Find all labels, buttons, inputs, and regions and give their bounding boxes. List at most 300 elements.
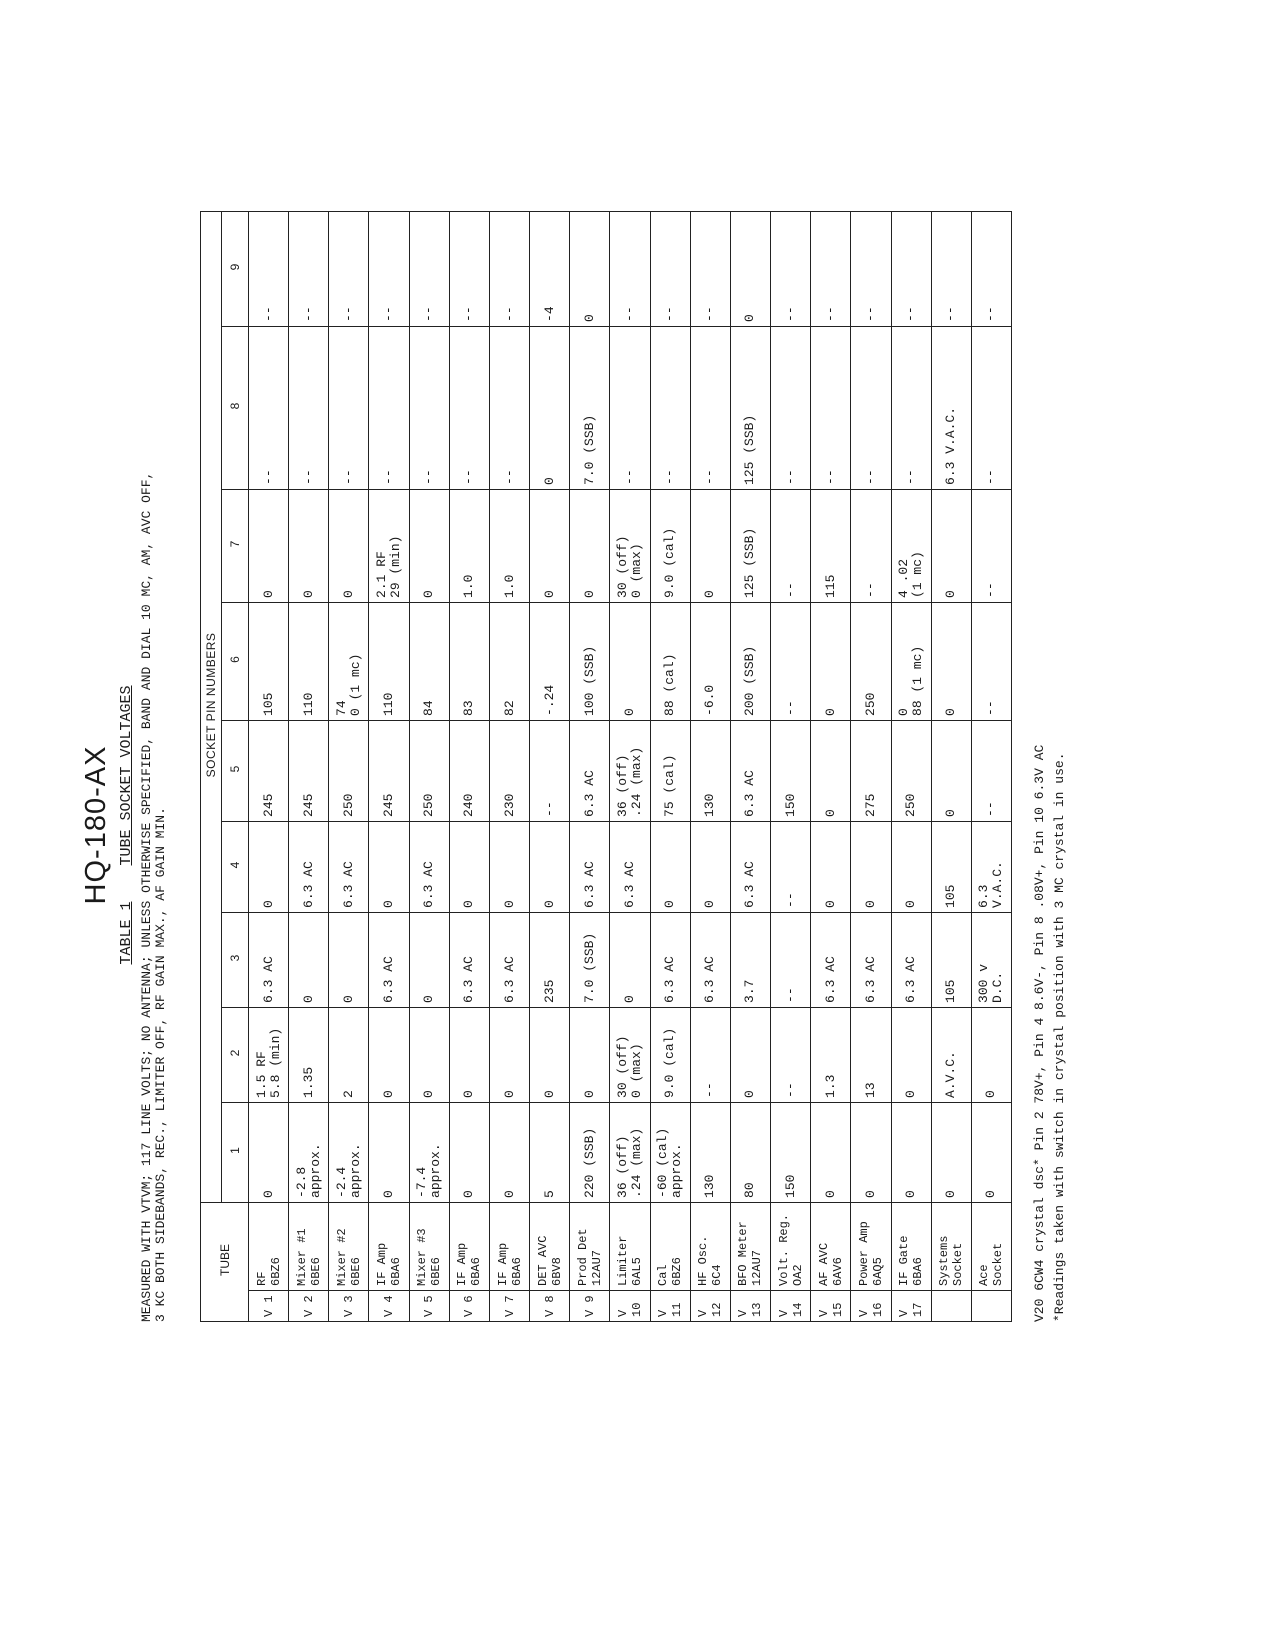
tube-name-line: Mixer #3 — [415, 1228, 430, 1286]
voltage-cell — [610, 1102, 650, 1202]
pin-header-8: 8 — [222, 326, 249, 489]
voltage-cell — [610, 489, 650, 602]
voltage-cell — [811, 821, 851, 912]
voltage-value: 0 — [903, 1090, 919, 1098]
voltage-cell — [329, 602, 369, 720]
voltage-cell — [931, 489, 971, 602]
voltage-cell — [449, 326, 489, 489]
voltage-cell — [931, 720, 971, 821]
voltage-value: 130 — [702, 793, 718, 817]
voltage-cell — [650, 912, 690, 1007]
voltage-value: 4 .02 — [896, 558, 912, 598]
voltage-value: -- — [260, 306, 276, 322]
voltage-cell — [971, 489, 1011, 602]
voltage-cell — [610, 602, 650, 720]
voltage-cell — [730, 1102, 770, 1202]
voltage-value: 235 — [541, 979, 557, 1003]
voltage-value: 29 (min) — [388, 535, 404, 598]
voltage-cell — [690, 912, 730, 1007]
voltage-cell — [449, 602, 489, 720]
voltage-value: -- — [300, 469, 316, 485]
voltage-cell — [771, 912, 811, 1007]
voltage-value: 6.3 AC — [903, 956, 919, 1003]
voltage-cell — [369, 821, 409, 912]
tube-position: V 17 — [891, 1291, 931, 1322]
tube-name-line: OA2 — [790, 1264, 805, 1286]
voltage-value: 0 — [421, 1090, 437, 1098]
tube-position: V 16 — [851, 1291, 891, 1322]
tube-name-line: 6BE6 — [429, 1257, 444, 1286]
tube-name-line: 6BZ6 — [268, 1257, 283, 1286]
voltage-value: 0 — [541, 900, 557, 908]
voltage-value: approx. — [347, 1143, 363, 1198]
voltage-value: 7.0 (SSB) — [581, 414, 597, 485]
voltage-cell — [811, 912, 851, 1007]
table-row — [690, 211, 730, 1321]
voltage-cell — [489, 1007, 529, 1102]
table-row — [570, 211, 610, 1321]
voltage-value: -- — [903, 469, 919, 485]
voltage-cell — [329, 720, 369, 821]
voltage-cell — [811, 1007, 851, 1102]
voltage-value: 6.3 AC — [461, 956, 477, 1003]
voltage-cell — [811, 602, 851, 720]
voltage-cell — [570, 326, 610, 489]
voltage-value: -7.4 — [414, 1166, 430, 1198]
voltage-cell — [851, 1102, 891, 1202]
voltage-value: 0 — [581, 314, 597, 322]
voltage-value: -- — [702, 306, 718, 322]
voltage-cell — [650, 326, 690, 489]
tube-position: V 5 — [409, 1291, 449, 1322]
voltage-cell — [851, 720, 891, 821]
voltage-cell — [811, 1102, 851, 1202]
tube-name — [811, 1202, 851, 1290]
voltage-cell — [289, 821, 329, 912]
voltage-cell — [811, 720, 851, 821]
voltage-value: 0 — [381, 1190, 397, 1198]
tube-name — [570, 1202, 610, 1290]
voltage-value: -- — [381, 306, 397, 322]
voltage-cell — [369, 720, 409, 821]
voltage-cell — [570, 720, 610, 821]
voltage-value: 83 — [461, 700, 477, 716]
voltage-value: .24 (max) — [628, 1127, 644, 1198]
voltage-value: -- — [822, 306, 838, 322]
table-row — [771, 211, 811, 1321]
voltage-value: -- — [983, 700, 999, 716]
voltage-cell — [570, 1007, 610, 1102]
voltage-value: 110 — [300, 692, 316, 716]
voltage-value: 0 — [903, 900, 919, 908]
voltage-cell — [891, 326, 931, 489]
voltage-cell — [730, 489, 770, 602]
voltage-cell — [971, 211, 1011, 326]
voltage-value: 6.3 AC — [581, 770, 597, 817]
table-title: TUBE SOCKET VOLTAGES — [118, 685, 135, 866]
voltage-value: 3.7 — [742, 979, 758, 1003]
voltage-cell — [610, 720, 650, 821]
voltage-cell — [409, 821, 449, 912]
voltage-cell — [891, 821, 931, 912]
tube-name-line: Power Amp — [856, 1221, 871, 1286]
voltage-cell — [650, 1102, 690, 1202]
voltage-value: 6.3 AC — [581, 861, 597, 908]
voltage-value: 0 — [903, 1190, 919, 1198]
voltage-cell — [931, 821, 971, 912]
voltage-cell — [329, 211, 369, 326]
voltage-value: 30 (off) — [614, 1035, 630, 1098]
voltage-cell — [891, 602, 931, 720]
voltage-value: -- — [983, 801, 999, 817]
pin-header-7: 7 — [222, 489, 249, 602]
tube-name-line: HF Osc. — [696, 1235, 711, 1286]
voltage-value: 245 — [260, 793, 276, 817]
voltage-cell — [449, 912, 489, 1007]
voltage-value: 300 v — [976, 963, 992, 1003]
voltage-cell — [570, 602, 610, 720]
voltage-cell — [489, 489, 529, 602]
tube-name-line: Ace — [977, 1264, 992, 1286]
tube-name — [289, 1202, 329, 1290]
voltage-value: 250 — [421, 793, 437, 817]
voltage-cell — [409, 720, 449, 821]
table-row — [489, 211, 529, 1321]
voltage-value: 0 — [381, 1090, 397, 1098]
tube-name-line: Socket — [951, 1242, 966, 1286]
voltage-value: 0 — [260, 1190, 276, 1198]
voltage-value: 0 — [260, 590, 276, 598]
voltage-value: -- — [340, 306, 356, 322]
measurement-conditions — [140, 22, 168, 1322]
tube-position: V 11 — [650, 1291, 690, 1322]
voltage-value: -- — [501, 469, 517, 485]
voltage-value: 0 — [300, 995, 316, 1003]
voltage-cell — [249, 211, 289, 326]
tube-name-line: IF Gate — [897, 1235, 912, 1286]
voltage-cell — [530, 1102, 570, 1202]
voltage-value: -60 (cal) — [655, 1127, 671, 1198]
tube-name-line: BFO Meter — [736, 1221, 751, 1286]
voltage-value: 1.35 — [300, 1066, 316, 1098]
voltage-cell — [971, 720, 1011, 821]
voltage-value: 5.8 (min) — [267, 1027, 283, 1098]
tube-name-line: 6BA6 — [911, 1257, 926, 1286]
table-row — [329, 211, 369, 1321]
tube-position: V 6 — [449, 1291, 489, 1322]
voltage-value: -- — [782, 469, 798, 485]
voltage-cell — [409, 211, 449, 326]
voltage-cell — [891, 489, 931, 602]
tube-name-line: 12AU7 — [589, 1249, 604, 1286]
voltage-value: 2.1 RF — [374, 551, 390, 598]
tube-name — [530, 1202, 570, 1290]
voltage-value: -- — [662, 469, 678, 485]
voltage-value: approx. — [428, 1143, 444, 1198]
voltage-cell — [449, 720, 489, 821]
voltage-cell — [449, 1007, 489, 1102]
tube-position: V 14 — [771, 1291, 811, 1322]
voltage-value: -- — [862, 306, 878, 322]
voltage-value: D.C. — [990, 971, 1006, 1003]
conditions-line-2: 3 KC BOTH SIDEBANDS, REC., LIMITER OFF, RF GAIN MAX., AF GAIN MIN. — [153, 807, 168, 1322]
tube-name-line: AF AVC — [816, 1242, 831, 1286]
table-row — [530, 211, 570, 1321]
voltage-value: -- — [862, 469, 878, 485]
socket-pin-numbers-header: SOCKET PIN NUMBERS — [201, 211, 222, 1202]
voltage-value: 88 (1 mc) — [910, 645, 926, 716]
tube-position: V 13 — [730, 1291, 770, 1322]
voltage-cell — [449, 821, 489, 912]
voltage-value: -- — [782, 987, 798, 1003]
tube-name-line: Volt. Reg. — [776, 1213, 791, 1286]
voltage-cell — [289, 1102, 329, 1202]
tube-name-line: 6AL5 — [629, 1257, 644, 1286]
voltage-cell — [570, 821, 610, 912]
voltage-value: 6.3 AC — [381, 956, 397, 1003]
voltage-value: 0 — [501, 900, 517, 908]
voltage-cell — [690, 602, 730, 720]
voltage-cell — [730, 211, 770, 326]
voltage-value: 0 — [501, 1190, 517, 1198]
tube-name-line: Mixer #2 — [334, 1228, 349, 1286]
voltage-value: 6.3 AC — [621, 861, 637, 908]
voltage-cell — [730, 326, 770, 489]
voltage-value: 125 (SSB) — [742, 527, 758, 598]
tube-name-line: 6BA6 — [469, 1257, 484, 1286]
voltage-cell — [249, 489, 289, 602]
voltage-value: 100 (SSB) — [581, 645, 597, 716]
voltage-value: 0 (1 mc) — [347, 653, 363, 716]
voltage-value: 0 — [742, 314, 758, 322]
voltage-cell — [730, 912, 770, 1007]
voltage-value: 0 — [421, 995, 437, 1003]
pin-header-5: 5 — [222, 720, 249, 821]
voltage-value: -- — [702, 469, 718, 485]
voltage-value: 6.3 AC — [742, 770, 758, 817]
voltage-value: 110 — [381, 692, 397, 716]
voltage-cell — [570, 1102, 610, 1202]
tube-name — [971, 1202, 1011, 1290]
voltage-cell — [329, 1007, 369, 1102]
voltage-value: 200 (SSB) — [742, 645, 758, 716]
tube-position — [931, 1291, 971, 1322]
voltage-value: 115 — [822, 574, 838, 598]
voltage-value: -- — [903, 306, 919, 322]
tube-name — [730, 1202, 770, 1290]
voltage-value: -- — [260, 469, 276, 485]
tube-name — [931, 1202, 971, 1290]
voltage-value: 0 — [983, 1190, 999, 1198]
tube-name — [409, 1202, 449, 1290]
voltage-cell — [409, 1102, 449, 1202]
voltage-cell — [369, 211, 409, 326]
voltage-cell — [369, 1102, 409, 1202]
voltage-value: 130 — [702, 1174, 718, 1198]
voltage-cell — [570, 211, 610, 326]
voltage-value: -- — [461, 306, 477, 322]
voltage-value: 0 — [461, 900, 477, 908]
voltage-cell — [249, 602, 289, 720]
voltage-value: 9.0 (cal) — [662, 1027, 678, 1098]
voltage-value: 0 (max) — [628, 543, 644, 598]
voltage-value: 1.0 — [501, 574, 517, 598]
voltage-value: 150 — [782, 793, 798, 817]
voltage-value: approx. — [669, 1143, 685, 1198]
voltage-value: 0 — [943, 809, 959, 817]
voltage-value: 6.3 AC — [702, 956, 718, 1003]
voltage-cell — [851, 602, 891, 720]
voltage-cell — [489, 1102, 529, 1202]
tube-position: V 2 — [289, 1291, 329, 1322]
voltage-cell — [369, 912, 409, 1007]
footnotes — [1030, 745, 1070, 1322]
voltage-cell — [610, 326, 650, 489]
voltage-cell — [369, 489, 409, 602]
table-caption — [118, 0, 135, 1650]
page-title: HQ-180-AX — [80, 745, 112, 905]
voltage-value: 0 — [702, 900, 718, 908]
voltage-cell — [690, 211, 730, 326]
voltage-cell — [289, 602, 329, 720]
tube-name-line: IF Amp — [455, 1242, 470, 1286]
voltage-value: 245 — [300, 793, 316, 817]
voltage-cell — [690, 821, 730, 912]
table-row — [449, 211, 489, 1321]
voltage-cell — [409, 1007, 449, 1102]
voltage-cell — [570, 912, 610, 1007]
voltage-cell — [249, 326, 289, 489]
voltage-cell — [530, 489, 570, 602]
voltage-table — [200, 211, 1012, 1322]
table-row — [610, 211, 650, 1321]
tube-name-line: IF Amp — [375, 1242, 390, 1286]
voltage-cell — [851, 211, 891, 326]
voltage-value: V.A.C. — [990, 861, 1006, 908]
voltage-value: -- — [662, 306, 678, 322]
pin-header-4: 4 — [222, 821, 249, 912]
voltage-value: 6.3 AC — [501, 956, 517, 1003]
voltage-cell — [530, 326, 570, 489]
tube-name — [650, 1202, 690, 1290]
voltage-value: 0 — [983, 1090, 999, 1098]
tube-name-line: 6C4 — [710, 1264, 725, 1286]
voltage-cell — [771, 326, 811, 489]
voltage-value: 82 — [501, 700, 517, 716]
voltage-value: -- — [782, 582, 798, 598]
voltage-cell — [771, 602, 811, 720]
tube-name-line: Socket — [991, 1242, 1006, 1286]
tube-name — [369, 1202, 409, 1290]
tube-name-line: Limiter — [615, 1235, 630, 1286]
voltage-value: 240 — [461, 793, 477, 817]
table-row — [931, 211, 971, 1321]
voltage-value: 0 — [896, 708, 912, 716]
voltage-value: 0 — [300, 590, 316, 598]
table-row — [650, 211, 690, 1321]
voltage-value: -- — [782, 1082, 798, 1098]
tube-position: V 4 — [369, 1291, 409, 1322]
voltage-value: approx. — [307, 1143, 323, 1198]
voltage-value: -- — [421, 469, 437, 485]
tube-name-line: 6BE6 — [308, 1257, 323, 1286]
voltage-value: 0 — [862, 1190, 878, 1198]
voltage-value: -- — [782, 306, 798, 322]
tube-position: V 9 — [570, 1291, 610, 1322]
pin-header-6: 6 — [222, 602, 249, 720]
voltage-value: 0 — [340, 995, 356, 1003]
table-label: TABLE 1 — [118, 901, 135, 965]
voltage-value: -- — [782, 700, 798, 716]
voltage-cell — [811, 489, 851, 602]
voltage-value: -- — [340, 469, 356, 485]
tube-position: V 7 — [489, 1291, 529, 1322]
tube-name — [489, 1202, 529, 1290]
voltage-cell — [249, 720, 289, 821]
voltage-value: -2.8 — [293, 1166, 309, 1198]
voltage-cell — [931, 326, 971, 489]
voltage-value: (1 mc) — [910, 551, 926, 598]
voltage-value: -- — [782, 892, 798, 908]
voltage-cell — [489, 602, 529, 720]
voltage-value: 75 (cal) — [662, 754, 678, 817]
footnote-crystal: *Readings taken with switch in crystal position with 3 MC crystal in use. — [1052, 752, 1067, 1322]
voltage-cell — [249, 1102, 289, 1202]
voltage-cell — [891, 211, 931, 326]
voltage-cell — [971, 1007, 1011, 1102]
voltage-cell — [369, 326, 409, 489]
voltage-value: 250 — [862, 692, 878, 716]
voltage-value: 0 — [581, 590, 597, 598]
voltage-value: 0 — [822, 809, 838, 817]
voltage-cell — [851, 326, 891, 489]
voltage-value: 6.3 AC — [742, 861, 758, 908]
pin-header-3: 3 — [222, 912, 249, 1007]
voltage-cell — [249, 821, 289, 912]
tube-name-line: Mixer #1 — [294, 1228, 309, 1286]
voltage-cell — [329, 489, 369, 602]
voltage-cell — [971, 912, 1011, 1007]
voltage-cell — [289, 912, 329, 1007]
voltage-value: 0 — [943, 590, 959, 598]
voltage-cell — [971, 1102, 1011, 1202]
voltage-cell — [449, 489, 489, 602]
tube-name-line: 6AQ5 — [870, 1257, 885, 1286]
voltage-cell — [409, 326, 449, 489]
voltage-value: -- — [621, 469, 637, 485]
voltage-value: -.24 — [541, 684, 557, 716]
voltage-value: 0 (max) — [628, 1043, 644, 1098]
voltage-cell — [690, 489, 730, 602]
voltage-value: 0 — [260, 900, 276, 908]
voltage-cell — [449, 1102, 489, 1202]
voltage-value: 30 (off) — [614, 535, 630, 598]
voltage-value: 6.3 AC — [822, 956, 838, 1003]
tube-name-line: Prod Det — [575, 1228, 590, 1286]
voltage-value: 105 — [943, 979, 959, 1003]
tube-name-line: 6BA6 — [509, 1257, 524, 1286]
voltage-cell — [971, 821, 1011, 912]
voltage-value: 6.3 AC — [300, 861, 316, 908]
voltage-cell — [329, 821, 369, 912]
tube-position: V 15 — [811, 1291, 851, 1322]
voltage-cell — [891, 720, 931, 821]
tube-name — [851, 1202, 891, 1290]
tube-position — [971, 1291, 1011, 1322]
voltage-value: 2 — [340, 1090, 356, 1098]
voltage-cell — [289, 211, 329, 326]
voltage-value: -- — [983, 469, 999, 485]
